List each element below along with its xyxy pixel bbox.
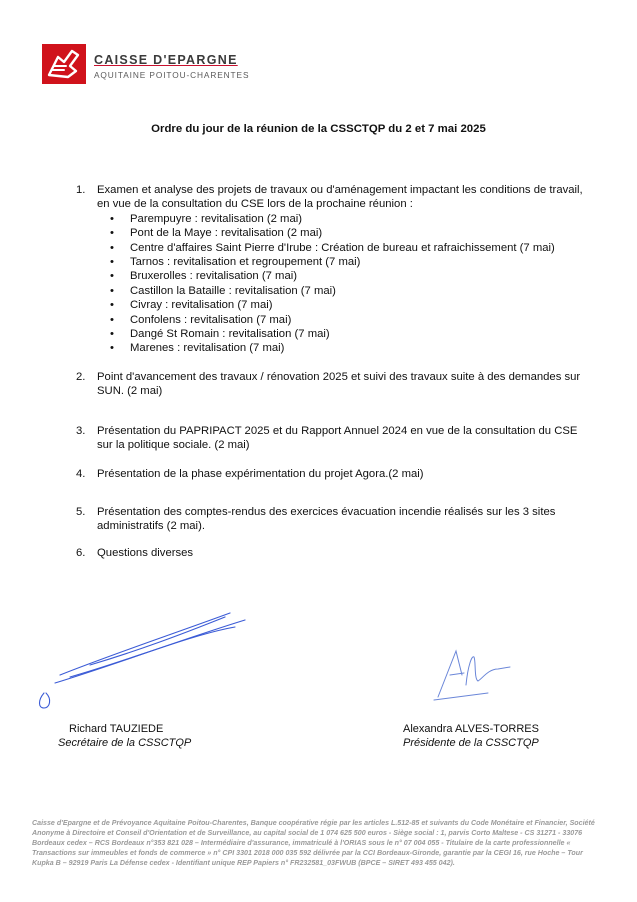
agenda-item-5 bbox=[76, 505, 586, 534]
right-signature-drawing bbox=[428, 645, 518, 705]
agenda-item-3 bbox=[76, 424, 586, 453]
legal-footer: Caisse d'Epargne et de Prévoyance Aquitaine Poitou-Charentes, Banque coopérative régie par les articles L.512-85 et suivants du Code Monétaire et Financier, Société Anonyme à Directoire et Conseil d'Orientation et de Surveillance, au capital social de 1 074 625 500 euros - Siège social : 1, parvis Corto Maltese - CS 31271 - 33076 Bordeaux cedex – RCS Bordeaux n°353 821 028 – Intermédiaire d'assurance, immatriculé à l'ORIAS sous le n° 07 004 055 - Titulaire de la carte professionnelle « Transactions sur immeubles et fonds de commerce » n° CPI 3301 2018 000 035 592 délivrée par la CCI Bordeaux-Gironde, garantie par la CEGI 16, rue Hoche – Tour Kupka B – 92919 Paris La Défense cedex - Identifiant unique REP Papiers n° FR232581_03FWUB (BPCE – SIRET 493 455 042). bbox=[32, 819, 595, 867]
agenda-text: Présentation des comptes-rendus des exercices évacuation incendie réalisés sur les 3 sites administratifs (2 mai). bbox=[97, 505, 556, 533]
agenda-text: Présentation de la phase expérimentation du projet Agora.(2 mai) bbox=[97, 467, 424, 480]
list-item: • Civray : revitalisation (7 mai) bbox=[110, 298, 586, 312]
agenda-item-1 bbox=[76, 183, 586, 212]
agenda-number: 3. bbox=[76, 424, 86, 437]
squirrel-logo-icon bbox=[42, 44, 86, 84]
agenda-number: 6. bbox=[76, 546, 86, 559]
list-item: • Centre d'affaires Saint Pierre d'Irube : Création de bureau et rafraichissement (7 mai) bbox=[110, 241, 586, 255]
agenda-item-4 bbox=[76, 467, 586, 481]
list-item: • Bruxerolles : revitalisation (7 mai) bbox=[110, 269, 586, 283]
agenda-text: Point d'avancement des travaux / rénovation 2025 et suivi des travaux suite à des demandes sur SUN. (2 mai) bbox=[97, 370, 581, 398]
agenda-number: 4. bbox=[76, 467, 86, 480]
signatory-role: Secrétaire de la CSSCTQP bbox=[58, 737, 192, 749]
list-item: • Pont de la Maye : revitalisation (2 mai) bbox=[110, 226, 586, 240]
page-title: Ordre du jour de la réunion de la CSSCTQP du 2 et 7 mai 2025 bbox=[151, 123, 486, 135]
agenda-text: Examen et analyse des projets de travaux ou d'aménagement impactant les conditions de travail, en vue de la consultation du CSE lors de la prochaine réunion : bbox=[97, 184, 583, 211]
agenda-number: 5. bbox=[76, 505, 86, 518]
company-logo bbox=[42, 44, 262, 84]
signatory-name: Richard TAUZIEDE bbox=[69, 723, 164, 735]
agenda-item-6 bbox=[76, 546, 586, 560]
agenda-list bbox=[76, 183, 586, 560]
agenda-number: 2. bbox=[76, 370, 86, 383]
agenda-item-2 bbox=[76, 370, 586, 399]
logo-region: AQUITAINE POITOU-CHARENTES bbox=[94, 70, 250, 80]
list-item: • Dangé St Romain : revitalisation (7 mai) bbox=[110, 327, 586, 341]
list-item: • Parempuyre : revitalisation (2 mai) bbox=[110, 212, 586, 226]
agenda-number: 1. bbox=[76, 184, 86, 196]
left-signature-drawing bbox=[30, 605, 260, 715]
agenda-text: Questions diverses bbox=[97, 546, 194, 559]
signature-block-right bbox=[403, 722, 539, 750]
list-item: • Marenes : revitalisation (7 mai) bbox=[110, 341, 586, 355]
signatory-name: Alexandra ALVES-TORRES bbox=[403, 723, 539, 735]
list-item: • Tarnos : revitalisation et regroupement (7 mai) bbox=[110, 255, 586, 269]
list-item: • Confolens : revitalisation (7 mai) bbox=[110, 313, 586, 327]
agenda-sublist bbox=[110, 212, 586, 356]
agenda-text: Présentation du PAPRIPACT 2025 et du Rapport Annuel 2024 en vue de la consultation du CSE sur la politique sociale. (2 mai) bbox=[97, 424, 578, 452]
list-item: • Castillon la Bataille : revitalisation (7 mai) bbox=[110, 284, 586, 298]
signatory-role: Présidente de la CSSCTQP bbox=[403, 737, 539, 749]
logo-name: CAISSE D'EPARGNE bbox=[94, 53, 238, 67]
signature-block-left bbox=[58, 722, 192, 750]
